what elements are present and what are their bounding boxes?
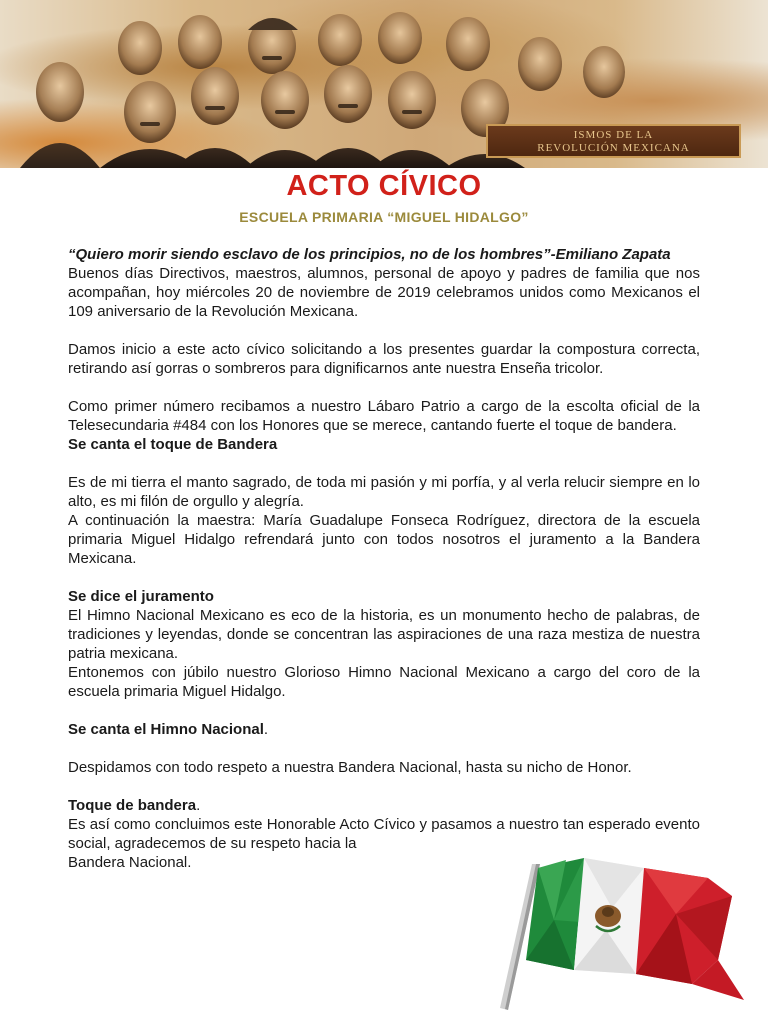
heading-anthem-period: .	[263, 721, 269, 738]
heading-anthem-line	[68, 720, 700, 739]
paragraph-closing-end: Bandera Nacional.	[68, 854, 192, 871]
heading-flag-salute: Se canta el toque de Bandera	[68, 436, 278, 453]
heading-oath: Se dice el juramento	[68, 588, 214, 605]
paragraph-welcome: Buenos días Directivos, maestros, alumnos, personal de apoyo y padres de familia que nos acompañan, hoy miércoles 20 de noviembre de 2019 celebramos unidos como Mexicanos el 109 aniversario de la Revolución Mexicana.	[68, 265, 700, 320]
banner-caption-line1: ISMOS DE LA	[573, 129, 654, 141]
document-title: ACTO CÍVICO	[286, 170, 482, 202]
document-body	[68, 245, 700, 872]
paragraph-oath-intro: A continuación la maestra: María Guadalupe Fonseca Rodríguez, directora de la escuela primaria Miguel Hidalgo refrendará junto con todos nosotros el juramento a la Bandera Mexicana.	[68, 512, 700, 567]
paragraph-opening: Damos inicio a este acto cívico solicitando a los presentes guardar la compostura correcta, retirando así gorras o sombreros para dignificarnos ante nuestra Enseña tricolor.	[68, 341, 700, 377]
heading-closing-salute: Toque de bandera	[68, 797, 197, 814]
paragraph-flag-reception: Como primer número recibamos a nuestro Lábaro Patrio a cargo de la escolta oficial de la Telesecundaria #484 con los Honores que se merece, cantando fuerte el toque de bandera.	[68, 398, 700, 434]
paragraph-flag-verse: Es de mi tierra el manto sagrado, de toda mi pasión y mi porfía, y al verla relucir siempre en lo alto, es mi filón de orgullo y alegría.	[68, 474, 700, 510]
school-name: ESCUELA PRIMARIA “MIGUEL HIDALGO”	[239, 209, 529, 225]
header-banner	[0, 0, 768, 168]
opening-quote: “Quiero morir siendo esclavo de los principios, no de los hombres”-Emiliano Zapata	[68, 246, 671, 263]
paragraph-anthem-intro: El Himno Nacional Mexicano es eco de la historia, es un monumento hecho de palabras, de tradiciones y leyendas, donde se concentran las aspiraciones de una raza mestiza de nuestra patria mexicana.	[68, 607, 700, 662]
heading-closing-salute-period: .	[196, 797, 201, 814]
banner-caption-line2: REVOLUCIÓN MEXICANA	[537, 142, 690, 154]
paragraph-farewell: Despidamos con todo respeto a nuestra Bandera Nacional, hasta su nicho de Honor.	[68, 759, 632, 776]
paragraph-closing: Es así como concluimos este Honorable Acto Cívico y pasamos a nuestro tan esperado evento social, agradecemos de su respeto hacia la	[68, 816, 700, 852]
paragraph-anthem-call: Entonemos con júbilo nuestro Glorioso Himno Nacional Mexicano a cargo del coro de la escuela primaria Miguel Hidalgo.	[68, 664, 700, 700]
banner-caption-plaque	[486, 124, 741, 158]
mexican-flag-illustration	[496, 850, 768, 1024]
heading-closing-salute-line	[68, 796, 700, 815]
heading-anthem: Se canta el Himno Nacional	[68, 721, 264, 738]
